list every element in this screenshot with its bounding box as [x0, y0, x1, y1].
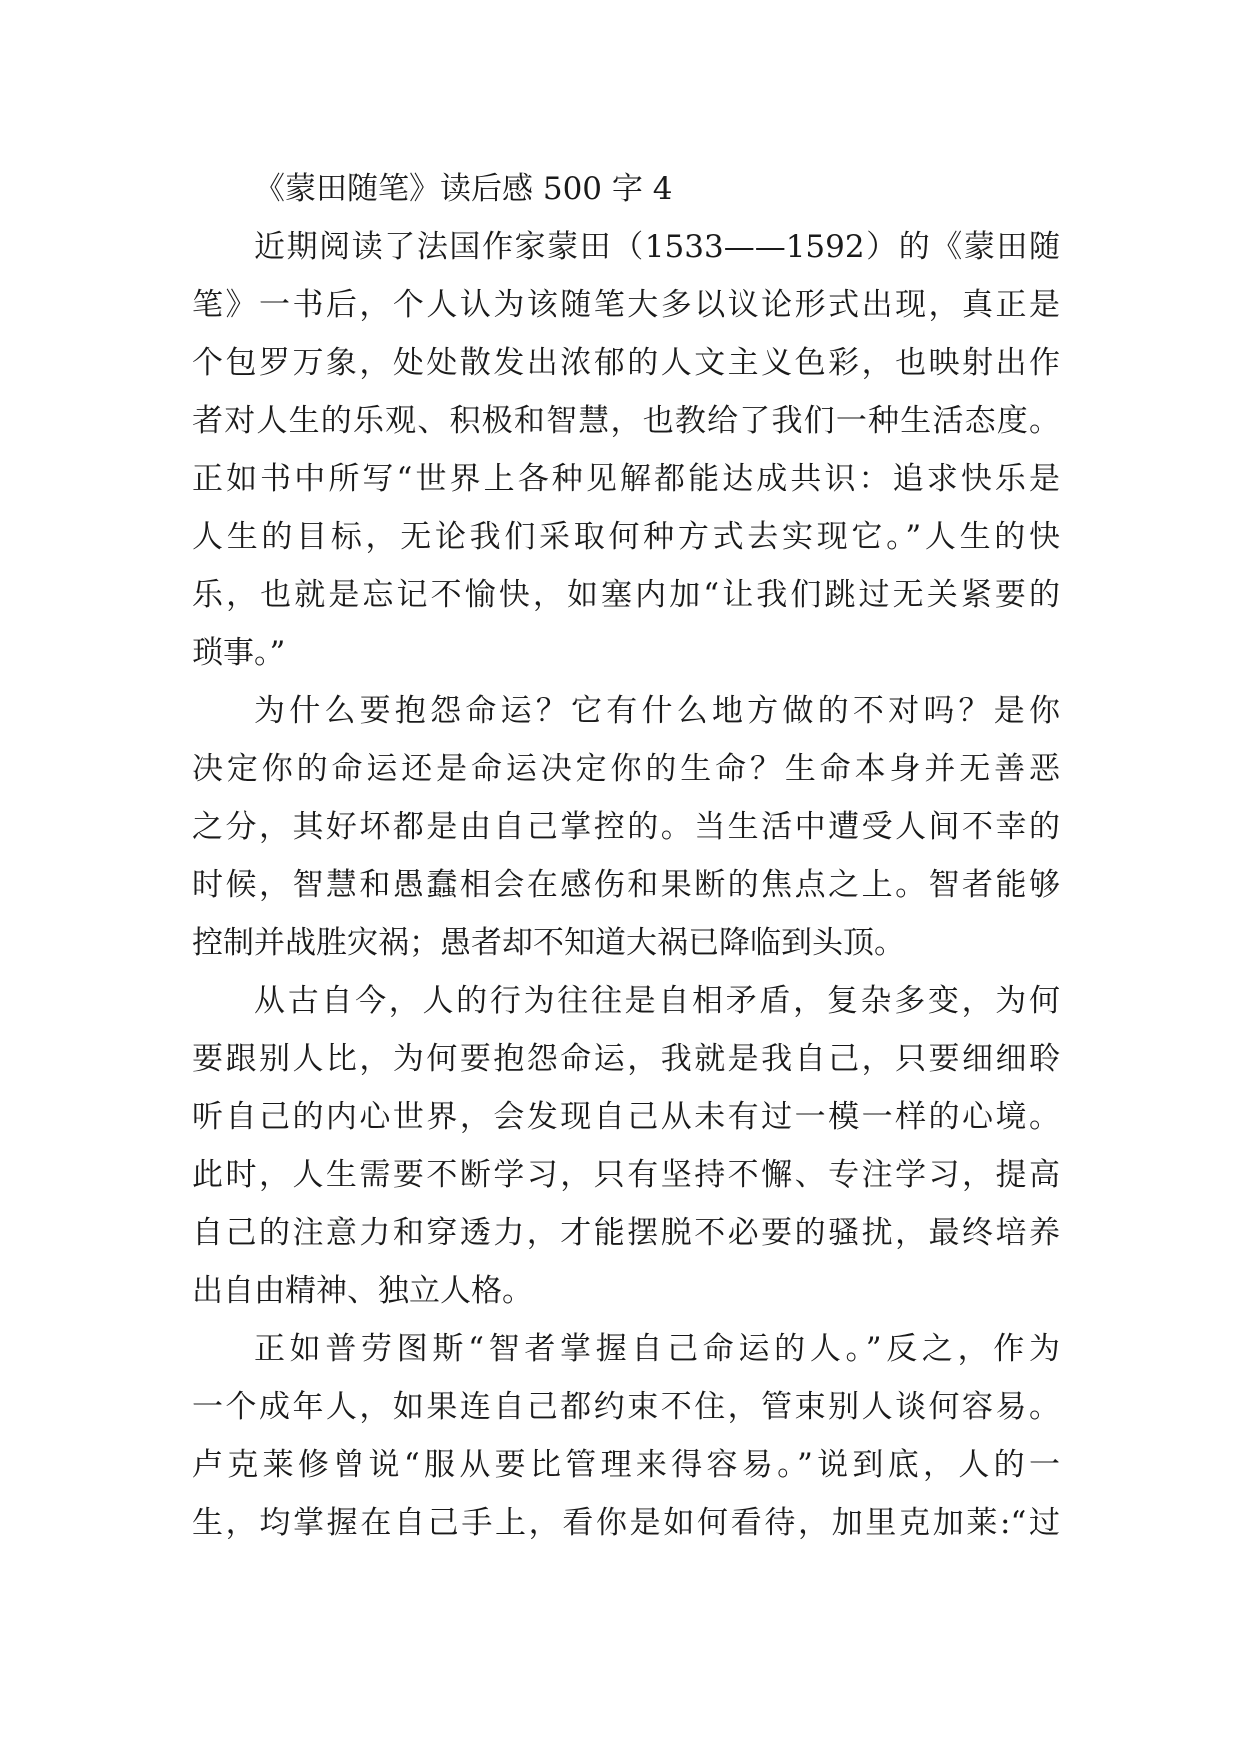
paragraph-2 [192, 682, 1060, 972]
text-line: 之分，其好坏都是由自己掌控的。当生活中遭受人间不幸的 [192, 809, 1060, 845]
text-line: 乐，也就是忘记不愉快，如塞内加“让我们跳过无关紧要的 [192, 577, 1060, 613]
paragraph-4 [192, 1320, 1060, 1552]
text-line: 决定你的命运还是命运决定你的生命？生命本身并无善恶 [192, 751, 1060, 787]
document-title: 《蒙田随笔》读后感 500 字 4 [254, 171, 673, 207]
text-line: 琐事。” [192, 635, 286, 671]
text-line: 出自由精神、独立人格。 [192, 1273, 533, 1309]
text-line: 一个成年人，如果连自己都约束不住，管束别人谈何容易。 [192, 1389, 1060, 1425]
text-line: 正如书中所写“世界上各种见解都能达成共识：追求快乐是 [192, 461, 1060, 497]
text-line: 自己的注意力和穿透力，才能摆脱不必要的骚扰，最终培养 [192, 1215, 1060, 1251]
paragraph-1 [192, 218, 1060, 682]
text-line: 从古自今，人的行为往往是自相矛盾，复杂多变，为何 [254, 983, 1060, 1019]
text-line: 人生的目标，无论我们采取何种方式去实现它。”人生的快 [192, 519, 1060, 555]
text-line: 听自己的内心世界，会发现自己从未有过一模一样的心境。 [192, 1099, 1060, 1135]
document-body [192, 160, 1060, 1552]
text-line: 控制并战胜灾祸；愚者却不知道大祸已降临到头顶。 [192, 925, 905, 961]
text-line: 要跟别人比，为何要抱怨命运，我就是我自己，只要细细聆 [192, 1041, 1060, 1077]
paragraph-3 [192, 972, 1060, 1320]
text-line: 笔》一书后，个人认为该随笔大多以议论形式出现，真正是 [192, 287, 1060, 323]
text-line: 个包罗万象，处处散发出浓郁的人文主义色彩，也映射出作 [192, 345, 1060, 381]
text-line: 卢克莱修曾说“服从要比管理来得容易。”说到底，人的一 [192, 1447, 1060, 1483]
text-line: 此时，人生需要不断学习，只有坚持不懈、专注学习，提高 [192, 1157, 1060, 1193]
text-line: 者对人生的乐观、积极和智慧，也教给了我们一种生活态度。 [192, 403, 1060, 439]
text-line: 正如普劳图斯“智者掌握自己命运的人。”反之，作为 [254, 1331, 1060, 1367]
text-line: 为什么要抱怨命运？它有什么地方做的不对吗？是你 [254, 693, 1060, 729]
text-line: 时候，智慧和愚蠢相会在感伤和果断的焦点之上。智者能够 [192, 867, 1060, 903]
text-line: 生，均掌握在自己手上，看你是如何看待，加里克加莱:“过 [192, 1505, 1060, 1541]
text-line: 近期阅读了法国作家蒙田（1533——1592）的《蒙田随 [254, 229, 1060, 265]
